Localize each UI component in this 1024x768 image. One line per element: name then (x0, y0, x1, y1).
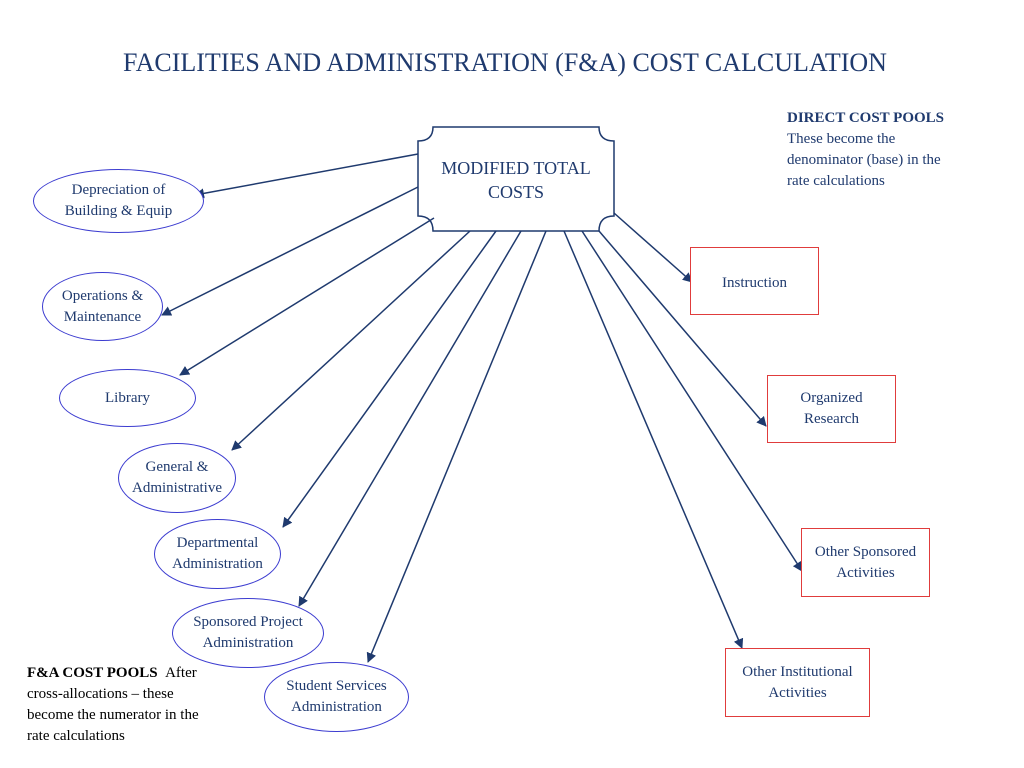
pool-organized-research: Organized Research (767, 375, 896, 443)
arrow-to-depreciation (195, 154, 418, 195)
fa-note-heading: F&A COST POOLS (27, 665, 158, 681)
pool-departmental-administration: Departmental Administration (154, 519, 281, 589)
fa-cost-pools-note (27, 663, 257, 747)
direct-cost-pools-note (787, 108, 1017, 192)
pool-instruction: Instruction (690, 247, 819, 315)
pool-other-sponsored-activities: Other Sponsored Activities (801, 528, 930, 597)
direct-note-heading: DIRECT COST POOLS (787, 110, 944, 126)
page-title: FACILITIES AND ADMINISTRATION (F&A) COST CALCULATION (123, 48, 887, 77)
direct-note-line-1: These become the (787, 131, 896, 147)
pool-general-administrative: General & Administrative (118, 443, 236, 513)
pool-student-services-administration: Student Services Administration (264, 662, 409, 732)
pool-operations-maintenance: Operations & Maintenance (42, 272, 163, 341)
arrow-to-sponsored-project-admin (299, 231, 521, 606)
direct-note-line-2: denominator (base) in the (787, 152, 941, 168)
fa-note-after: After (165, 665, 197, 681)
pool-other-institutional-activities: Other Institutional Activities (725, 648, 870, 717)
modified-total-costs-box (418, 127, 614, 231)
fa-note-line-2: become the numerator in the (27, 707, 199, 723)
arrow-to-departmental-admin (283, 231, 496, 527)
pool-sponsored-project-administration: Sponsored Project Administration (172, 598, 324, 668)
arrow-to-student-services-admin (368, 231, 546, 662)
fa-note-line-3: rate calculations (27, 728, 125, 744)
direct-note-line-3: rate calculations (787, 173, 885, 189)
fa-note-line-1: cross-allocations – these (27, 686, 174, 702)
center-box-line-2: COSTS (487, 182, 545, 202)
pool-library: Library (59, 369, 196, 427)
arrow-to-general-admin (232, 231, 470, 450)
arrow-to-instruction (614, 213, 692, 282)
pool-depreciation: Depreciation of Building & Equip (33, 169, 204, 233)
center-box-line-1: MODIFIED TOTAL (441, 158, 591, 178)
arrow-to-library (180, 218, 434, 375)
